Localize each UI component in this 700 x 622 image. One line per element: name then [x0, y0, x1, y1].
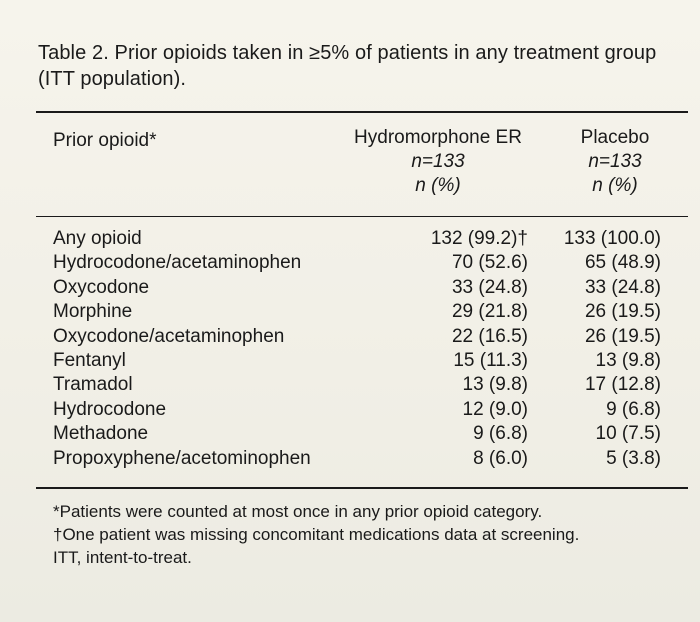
column-header-percent: n (%)	[592, 175, 638, 196]
column-header-n: n=133	[411, 151, 465, 172]
row-label: Tramadol	[53, 374, 133, 396]
row-label: Hydrocodone	[53, 398, 167, 420]
table-body	[53, 227, 693, 471]
table-caption: Table 2. Prior opioids taken in ≥5% of patients in any treatment group (ITT population).	[38, 42, 657, 90]
placebo-value: 33 (24.8)	[584, 276, 661, 298]
column-header-n: n=133	[588, 151, 642, 172]
hydromorphone-value: 13 (9.8)	[462, 374, 528, 396]
footnote: *Patients were counted at most once in any prior opioid category.	[53, 502, 543, 521]
row-label: Oxycodone/acetaminophen	[53, 325, 285, 347]
column-header-hydromorphone	[328, 126, 548, 198]
table-row	[53, 422, 693, 446]
placebo-value: 10 (7.5)	[595, 423, 661, 445]
hydromorphone-value: 9 (6.8)	[473, 423, 528, 445]
row-label: Fentanyl	[53, 349, 126, 371]
table-row	[53, 300, 693, 324]
footnote: ITT, intent-to-treat.	[53, 548, 192, 567]
placebo-value: 17 (12.8)	[584, 374, 661, 396]
column-header-prior-opioid: Prior opioid*	[53, 130, 157, 151]
table-row	[53, 227, 693, 251]
row-label: Hydrocodone/acetaminophen	[53, 252, 302, 274]
table-top-rule	[36, 111, 688, 113]
row-label: Oxycodone	[53, 276, 150, 298]
placebo-value: 26 (19.5)	[584, 325, 661, 347]
column-header-placebo	[545, 126, 685, 198]
placebo-value: 133 (100.0)	[563, 228, 661, 249]
hydromorphone-value: 22 (16.5)	[451, 325, 528, 347]
placebo-value: 26 (19.5)	[584, 301, 661, 323]
placebo-value: 5 (3.8)	[606, 447, 661, 469]
hydromorphone-value: 33 (24.8)	[451, 276, 528, 298]
table-header-rule	[36, 216, 688, 217]
row-label: Propoxyphene/acetominophen	[53, 447, 311, 469]
column-header-title: Hydromorphone ER	[354, 127, 522, 148]
row-label: Any opioid	[53, 228, 142, 249]
table-row	[53, 349, 693, 373]
hydromorphone-value: 29 (21.8)	[451, 301, 528, 323]
row-label: Morphine	[53, 301, 133, 323]
hydromorphone-value: 70 (52.6)	[451, 252, 528, 274]
hydromorphone-value: 8 (6.0)	[473, 447, 528, 469]
table-row	[53, 325, 693, 349]
placebo-value: 65 (48.9)	[584, 252, 661, 274]
table-row	[53, 398, 693, 422]
table-row	[53, 447, 693, 471]
hydromorphone-value: 15 (11.3)	[453, 349, 528, 371]
table-row	[53, 251, 693, 275]
column-header-title: Placebo	[580, 127, 650, 148]
table-row	[53, 276, 693, 300]
table-bottom-rule	[36, 487, 688, 489]
table-footnotes	[53, 500, 683, 569]
column-header-percent: n (%)	[415, 175, 461, 196]
hydromorphone-value: 12 (9.0)	[462, 398, 528, 420]
row-label: Methadone	[53, 423, 149, 445]
footnote: †One patient was missing concomitant medications data at screening.	[53, 525, 580, 544]
table-row	[53, 373, 693, 397]
hydromorphone-value: 132 (99.2)†	[430, 228, 528, 249]
placebo-value: 9 (6.8)	[606, 398, 661, 420]
placebo-value: 13 (9.8)	[595, 349, 661, 371]
